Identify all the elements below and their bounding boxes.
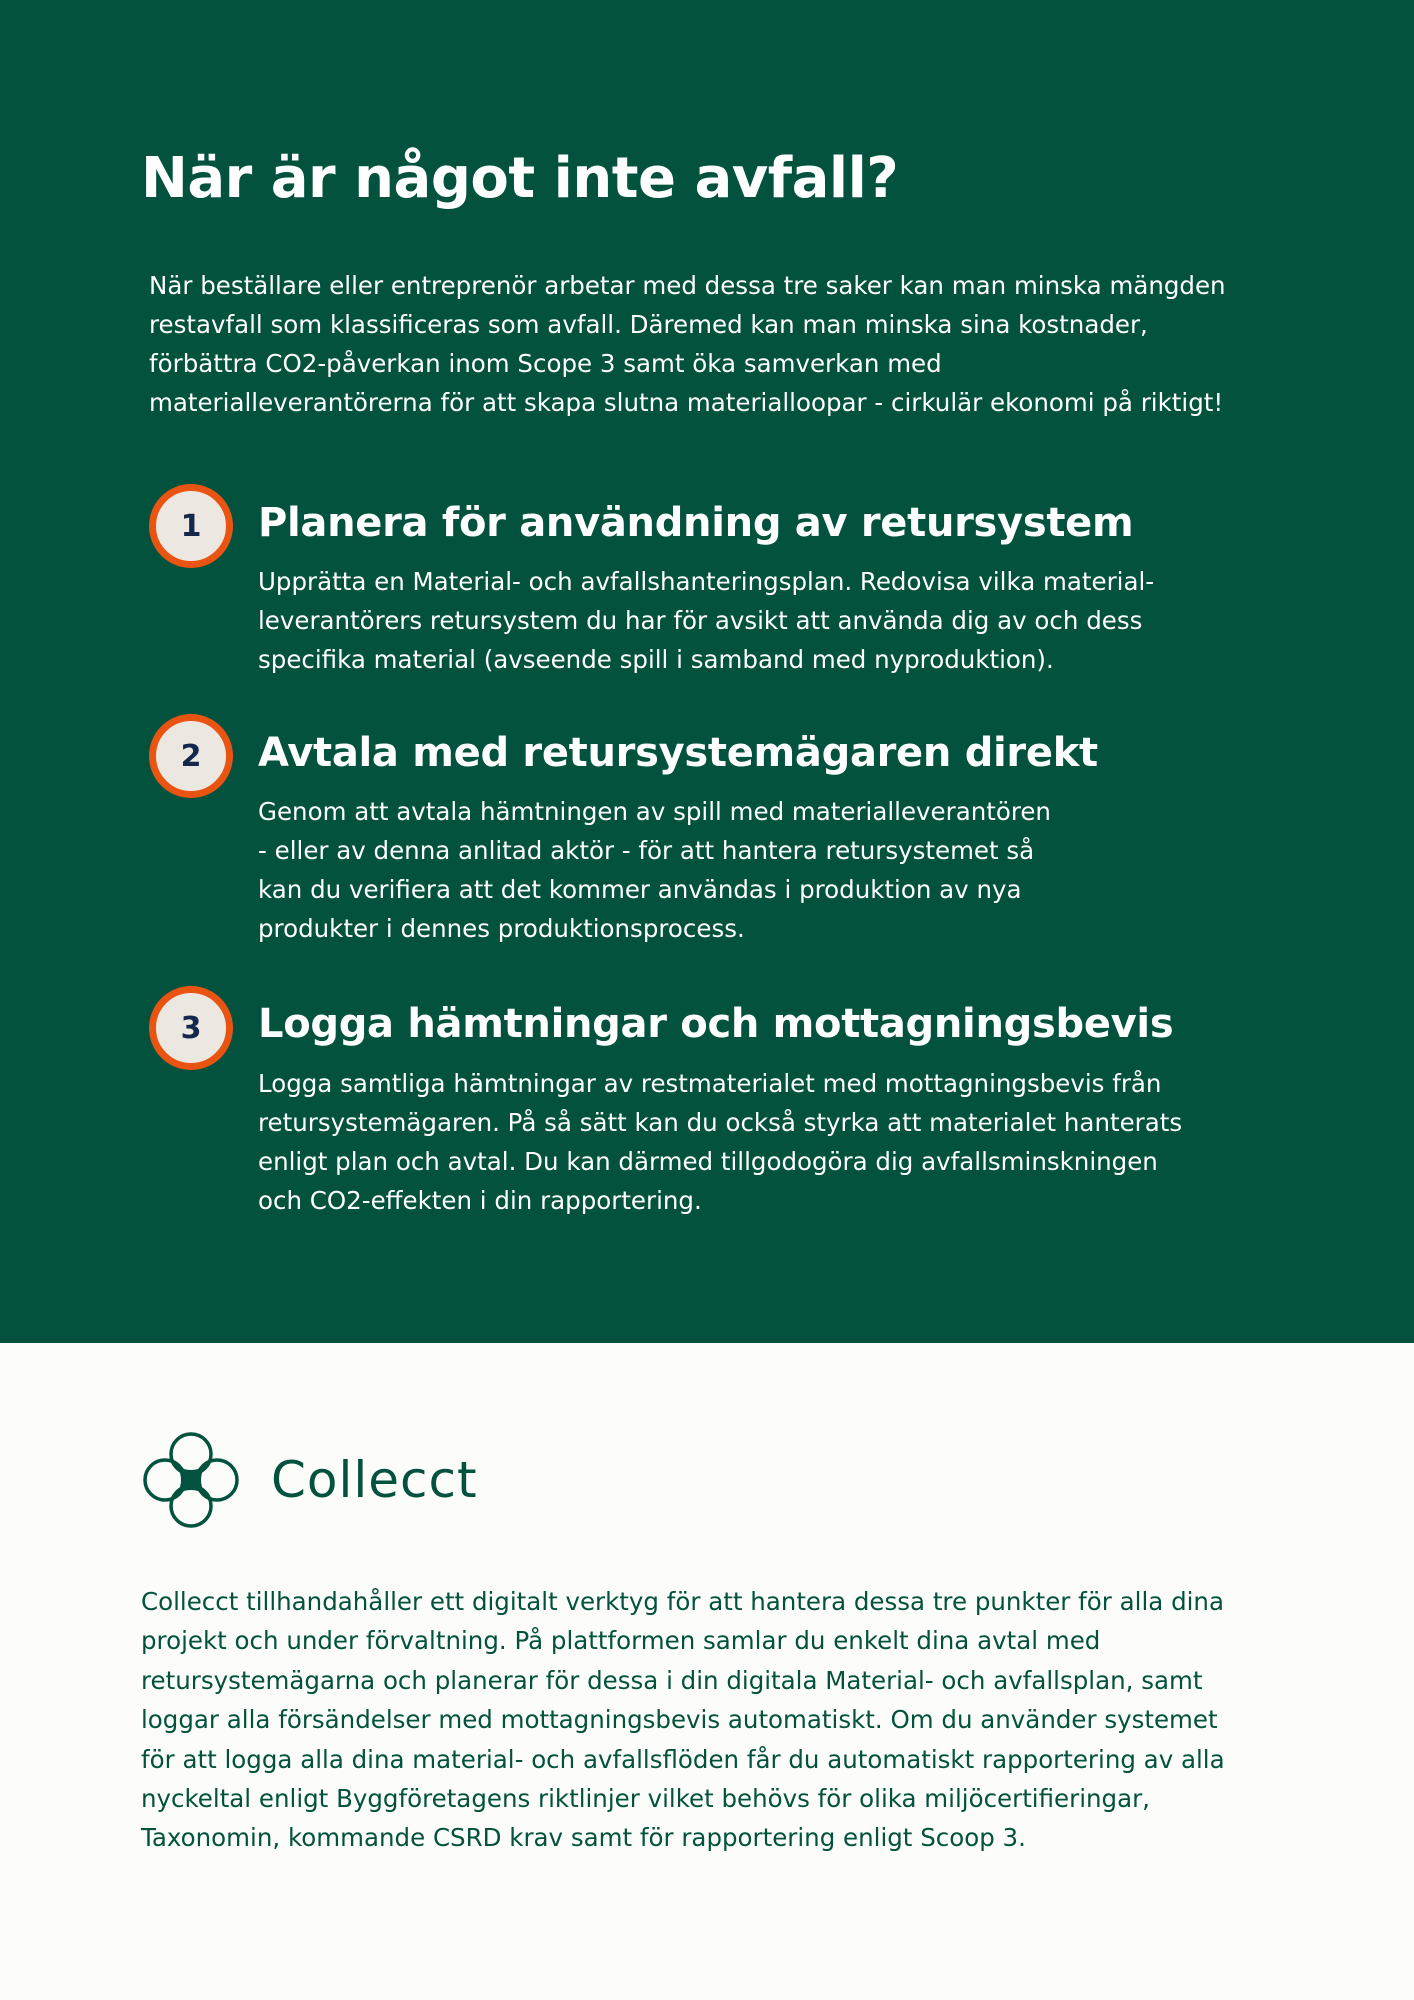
collecct-logo-mark-icon	[139, 1428, 243, 1532]
collecct-logo	[139, 1428, 539, 1532]
page-title: När är något inte avfall?	[141, 146, 899, 211]
brand-description: Collecct tillhandahåller ett digitalt verktyg för att hantera dessa tre punkter för alla dina projekt och under förvaltning. På plattformen samlar du enkelt dina avtal med retursystemägarna och planerar för dessa i din digitala Material- och avfallsplan, samt loggar alla försändelser med mottagningsbevis automatiskt. Om du använder systemet för att logga alla dina material- och avfallsflöden får du automatiskt rapportering av alla nyckeltal enligt Byggföretagens riktlinjer vilket behövs för olika miljöcertifieringar, Taxonomin, kommande CSRD krav samt för rapportering enligt Scoop 3.	[141, 1587, 1225, 1853]
step-title: Logga hämtningar och mottagningsbevis	[258, 1001, 1174, 1047]
step-text: Genom att avtala hämtningen av spill med materialleverantören - eller av denna anlitad aktör - för att hantera retursystemet så kan du verifiera att det kommer användas i produktion av nya produkter i dennes produktionsprocess.	[258, 797, 1051, 943]
step-number-badge: 1	[149, 484, 233, 568]
step-number-badge: 3	[149, 986, 233, 1070]
step-text: Upprätta en Material- och avfallshanteringsplan. Redovisa vilka material- leverantörers retursystem du har för avsikt att använda dig av och dess specifika material (avseende spill i samband med nyproduktion).	[258, 567, 1155, 674]
step-text: Logga samtliga hämtningar av restmaterialet med mottagningsbevis från retursystemägaren. På så sätt kan du också styrka att materialet hanterats enligt plan och avtal. Du kan därmed tillgodogöra dig avfallsminskningen och CO2-effekten i din rapportering.	[258, 1069, 1183, 1215]
step-title: Planera för användning av retursystem	[258, 500, 1134, 546]
intro-paragraph: När beställare eller entreprenör arbetar med dessa tre saker kan man minska mängden restavfall som klassificeras som avfall. Däremed kan man minska sina kostnader, förbättra CO2-påverkan inom Scope 3 samt öka samverkan med materialleverantörerna för att skapa slutna materialloopar - cirkulär ekonomi på riktigt!	[149, 271, 1226, 417]
step-number-badge: 2	[149, 714, 233, 798]
brand-name: Collecct	[271, 1451, 478, 1509]
step-title: Avtala med retursystemägaren direkt	[258, 730, 1098, 776]
